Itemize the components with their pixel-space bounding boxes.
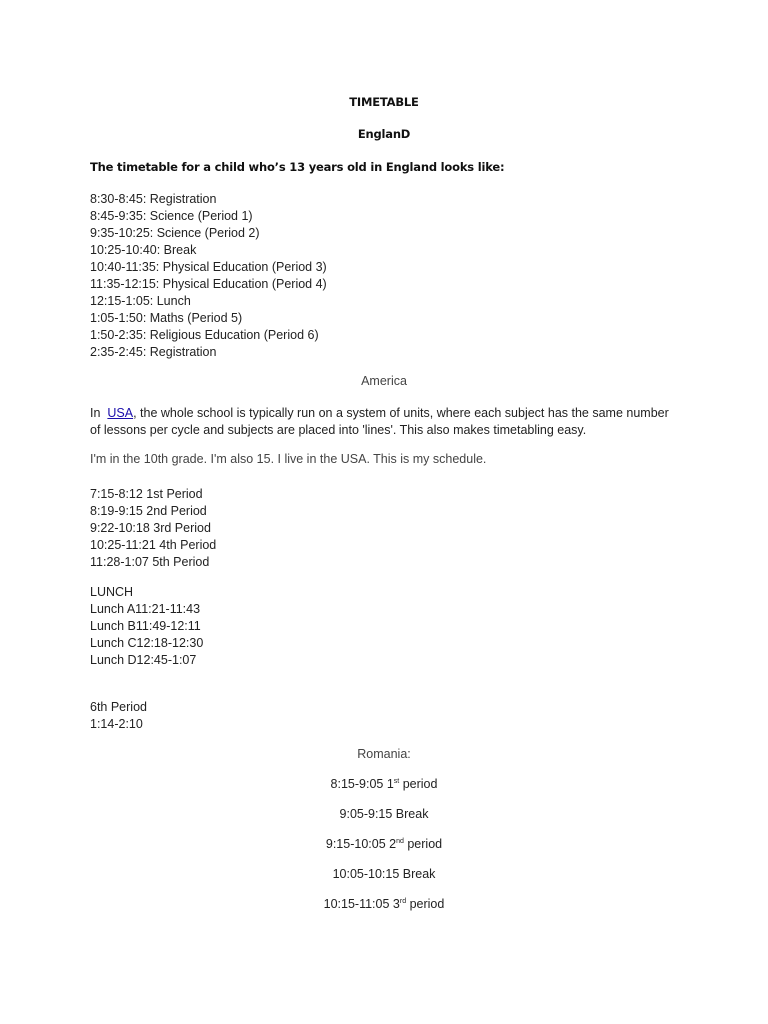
schedule-line: 1:05-1:50: Maths (Period 5) xyxy=(90,311,243,325)
lunch-line: Lunch A11:21-11:43 xyxy=(90,602,201,616)
england-schedule xyxy=(90,191,327,361)
america-paragraph-line: of lessons per cycle and subjects are placed into 'lines'. This also makes timetabling easy. xyxy=(90,423,587,437)
romania-entry-time: 10:05-10:15 Break xyxy=(332,867,436,881)
romania-entry-time: 8:15-9:05 1 xyxy=(330,777,394,791)
ordinal-suffix: nd xyxy=(396,837,404,845)
romania-entry-rest: period xyxy=(406,897,445,911)
lunch-line: Lunch D12:45-1:07 xyxy=(90,653,197,667)
england-heading: EnglanD xyxy=(357,127,411,141)
sixth-period-label: 6th Period xyxy=(90,700,147,714)
america-lunch xyxy=(90,584,203,669)
period-line: 9:22-10:18 3rd Period xyxy=(90,521,211,535)
schedule-line: 12:15-1:05: Lunch xyxy=(90,294,191,308)
romania-heading: Romania: xyxy=(357,747,411,761)
period-line: 7:15-8:12 1st Period xyxy=(90,487,203,501)
schedule-line: 2:35-2:45: Registration xyxy=(90,345,217,359)
ordinal-suffix: st xyxy=(393,777,400,785)
romania-entry-time: 9:05-9:15 Break xyxy=(339,807,429,821)
lunch-heading: LUNCH xyxy=(90,585,134,599)
document-title: TIMETABLE xyxy=(349,95,419,109)
lunch-line: Lunch C12:18-12:30 xyxy=(90,636,204,650)
romania-entry-time: 10:15-11:05 3 xyxy=(323,897,400,911)
period-line: 8:19-9:15 2nd Period xyxy=(90,504,207,518)
schedule-line: 1:50-2:35: Religious Education (Period 6) xyxy=(90,328,319,342)
america-paragraph-line xyxy=(90,405,690,422)
romania-entry xyxy=(0,837,768,851)
england-intro: The timetable for a child who’s 13 years old in England looks like: xyxy=(90,160,505,174)
romania-entry xyxy=(0,807,768,821)
schedule-line: 10:40-11:35: Physical Education (Period 3) xyxy=(90,260,327,274)
paragraph-prefix: In xyxy=(90,406,101,420)
period-line: 10:25-11:21 4th Period xyxy=(90,538,217,552)
america-paragraph xyxy=(90,405,690,439)
ordinal-suffix: rd xyxy=(399,897,407,905)
period-line: 11:28-1:07 5th Period xyxy=(90,555,210,569)
romania-entry xyxy=(0,867,768,881)
schedule-line: 10:25-10:40: Break xyxy=(90,243,197,257)
sixth-period-time: 1:14-2:10 xyxy=(90,717,143,731)
romania-entry xyxy=(0,897,768,911)
romania-entry-rest: period xyxy=(403,837,443,851)
schedule-line: 9:35-10:25: Science (Period 2) xyxy=(90,226,260,240)
romania-entry-time: 9:15-10:05 2 xyxy=(325,837,397,851)
schedule-line: 8:30-8:45: Registration xyxy=(90,192,217,206)
romania-entry xyxy=(0,777,768,791)
america-periods xyxy=(90,486,216,571)
america-sixth-period xyxy=(90,699,147,733)
america-heading: America xyxy=(361,374,407,388)
america-note: I'm in the 10th grade. I'm also 15. I live in the USA. This is my schedule. xyxy=(90,452,487,466)
lunch-line: Lunch B11:49-12:11 xyxy=(90,619,201,633)
schedule-line: 11:35-12:15: Physical Education (Period 4) xyxy=(90,277,327,291)
romania-entry-rest: period xyxy=(399,777,438,791)
schedule-line: 8:45-9:35: Science (Period 1) xyxy=(90,209,253,223)
usa-link[interactable]: USA xyxy=(107,406,134,420)
paragraph-text: , the whole school is typically run on a system of units, where each subject has the same number xyxy=(133,406,669,420)
